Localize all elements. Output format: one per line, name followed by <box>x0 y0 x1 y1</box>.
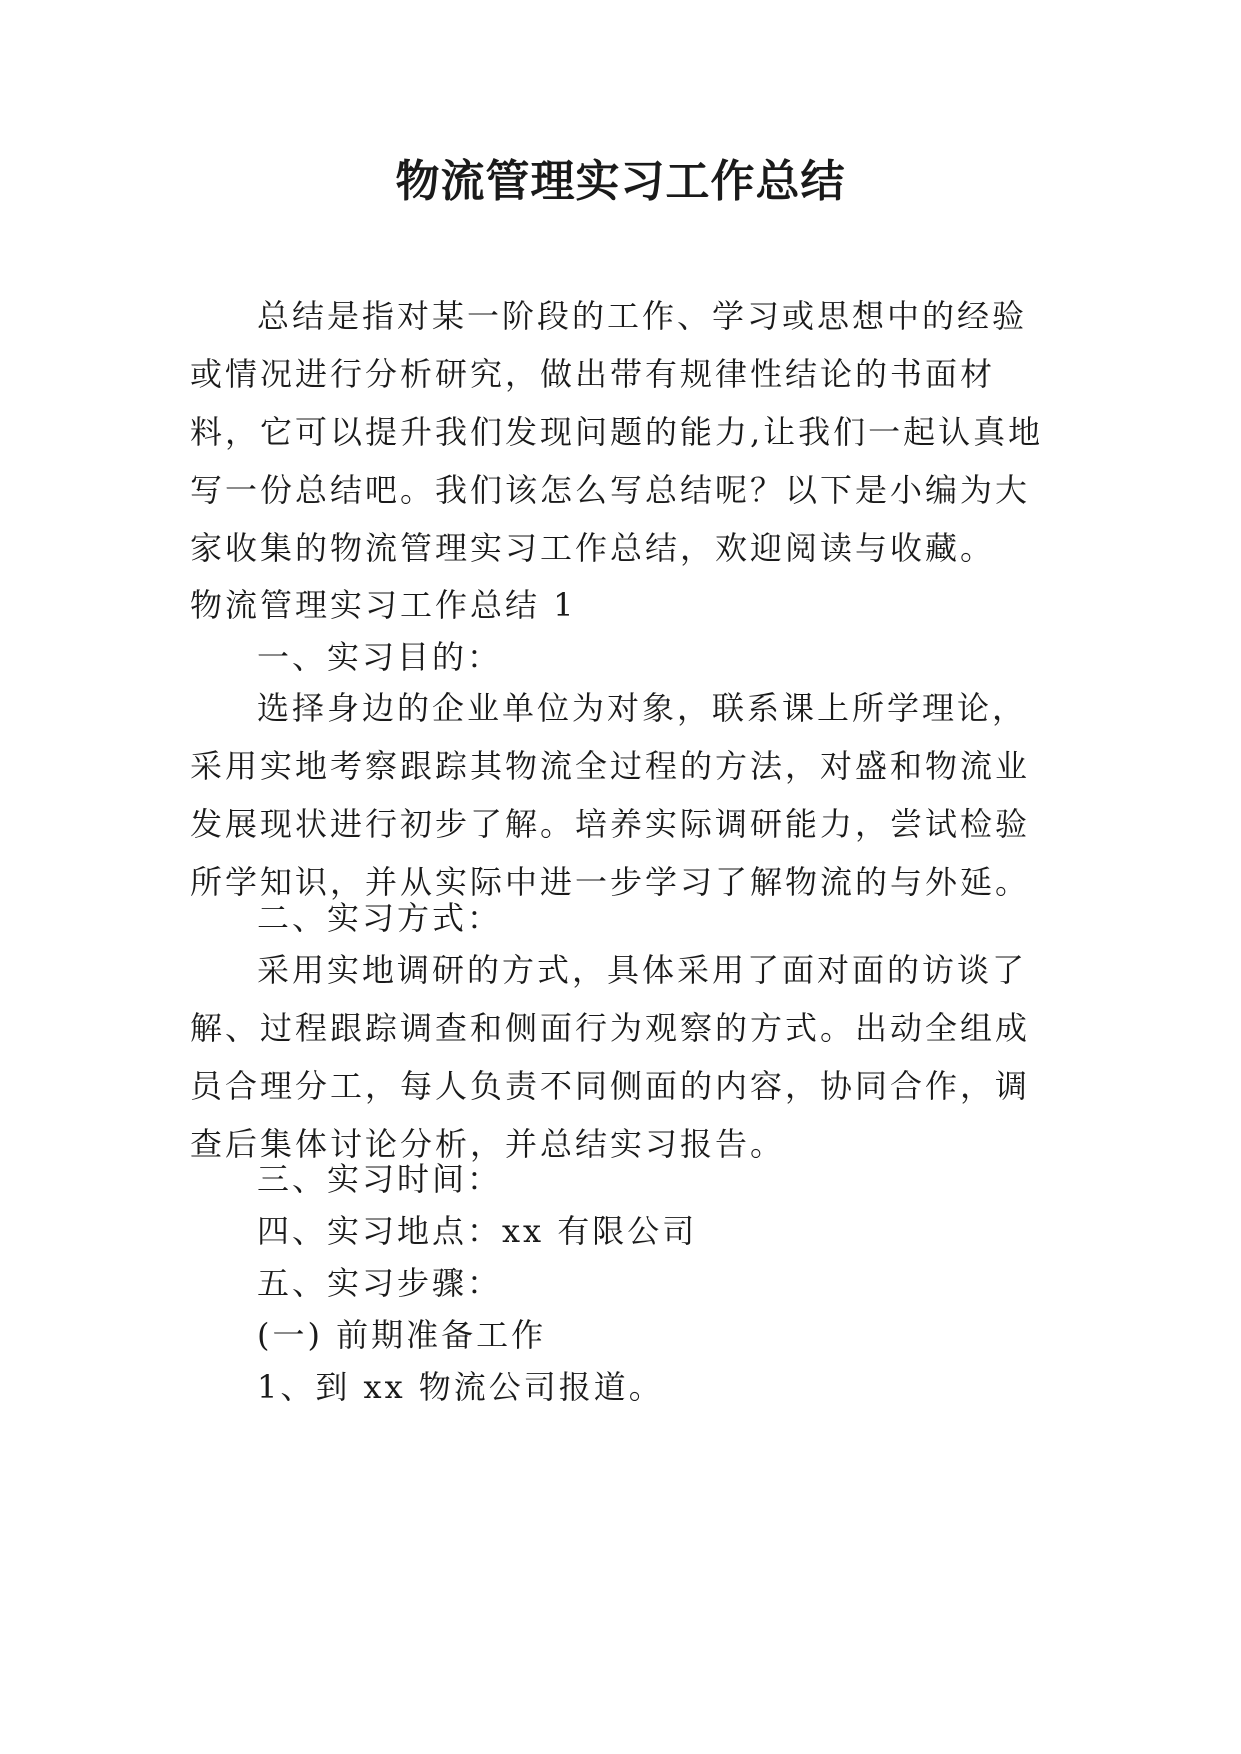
item1-body: 选择身边的企业单位为对象，联系课上所学理论，采用实地考察跟踪其物流全过程的方法，对盛和物流业发展现状进行初步了解。培养实际调研能力，尝试检验所学知识，并从实际中进一步学习了解物流的与外延。 <box>190 689 1031 901</box>
item5-heading: 五、实习步骤： <box>257 1264 503 1302</box>
intro-paragraph: 总结是指对某一阶段的工作、学习或思想中的经验或情况进行分析研究，做出带有规律性结论的书面材料，它可以提升我们发现问题的能力,让我们一起认真地写一份总结吧。我们该怎么写总结呢？以下是小编为大家收集的物流管理实习工作总结，欢迎阅读与收藏。 <box>190 297 1044 567</box>
item3-heading: 三、实习时间： <box>257 1160 503 1198</box>
item2-body: 采用实地调研的方式，具体采用了面对面的访谈了解、过程跟踪调查和侧面行为观察的方式。出动全组成员合理分工，每人负责不同侧面的内容，协同合作，调查后集体讨论分析，并总结实习报告。 <box>190 951 1031 1163</box>
section-heading: 物流管理实习工作总结 1 <box>190 586 577 624</box>
document-title: 物流管理实习工作总结 <box>395 156 846 207</box>
item4-heading: 四、实习地点：xx 有限公司 <box>257 1212 698 1250</box>
item2-heading: 二、实习方式： <box>257 899 503 937</box>
item1-heading: 一、实习目的： <box>257 638 503 676</box>
step1-text: 1、到 xx 物流公司报道。 <box>257 1368 664 1406</box>
sub1-heading: (一) 前期准备工作 <box>257 1316 547 1354</box>
